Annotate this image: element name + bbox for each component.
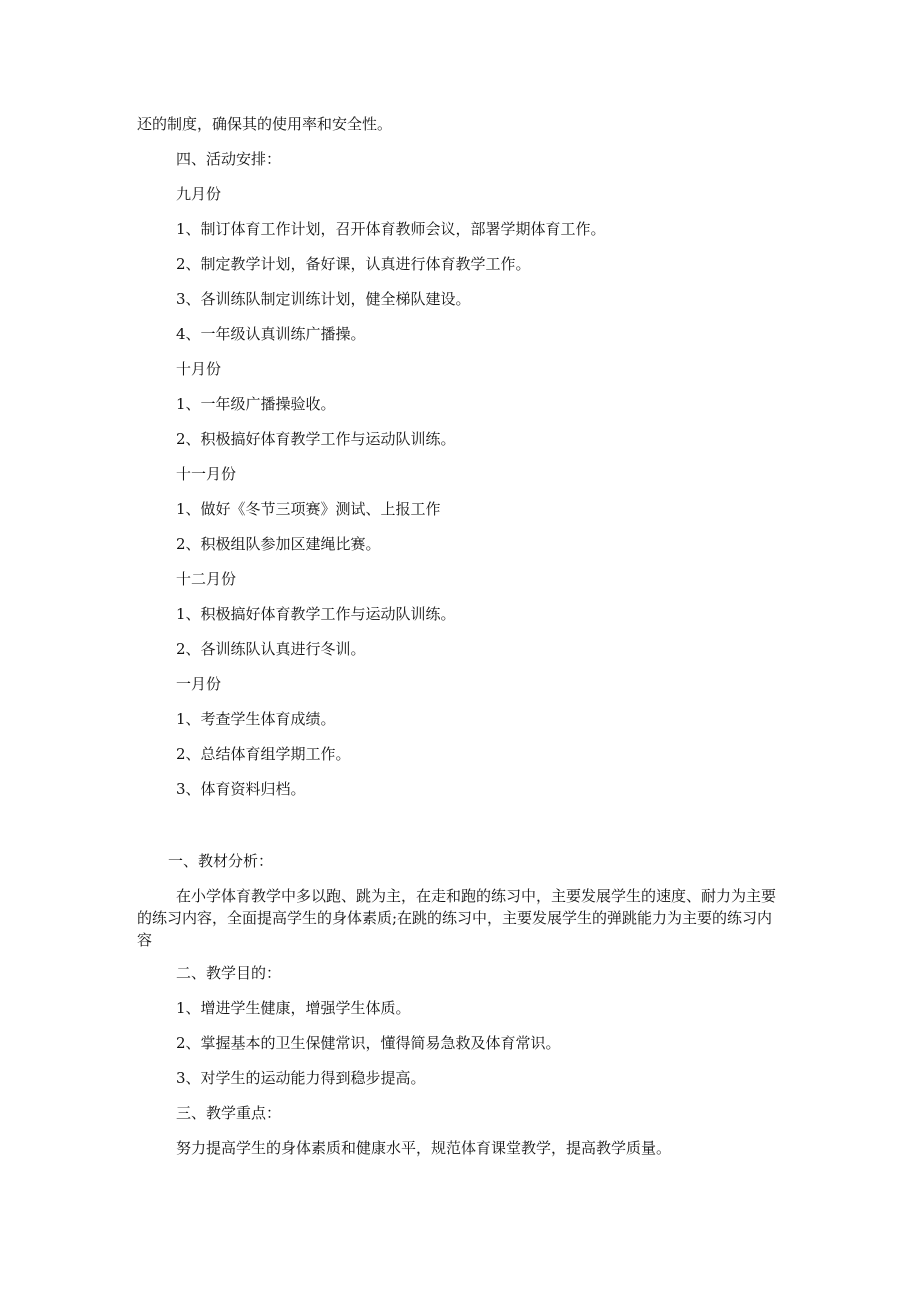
teaching-focus-paragraph: 努力提高学生的身体素质和健康水平，规范体育课堂教学，提高教学质量。 xyxy=(176,1139,672,1157)
list-item: 2、制定教学计划，备好课，认真进行体育教学工作。 xyxy=(176,255,531,273)
list-item: 2、各训练队认真进行冬训。 xyxy=(176,640,366,658)
list-item: 3、各训练队制定训练计划，健全梯队建设。 xyxy=(176,290,471,308)
list-item: 2、积极搞好体育教学工作与运动队训练。 xyxy=(176,430,456,448)
section-title-teaching-purpose: 二、教学目的： xyxy=(176,964,282,982)
list-item: 4、一年级认真训练广播操。 xyxy=(176,325,366,343)
section-title-teaching-focus: 三、教学重点： xyxy=(176,1104,282,1122)
month-label-december: 十二月份 xyxy=(176,570,237,588)
list-item: 1、做好《冬节三项赛》测试、上报工作 xyxy=(176,500,441,518)
month-label-october: 十月份 xyxy=(176,360,222,378)
month-label-november: 十一月份 xyxy=(176,465,237,483)
list-item: 1、一年级广播操验收。 xyxy=(176,395,336,413)
section-title-activities: 四、活动安排： xyxy=(176,150,282,168)
continuation-text: 还的制度，确保其的使用率和安全性。 xyxy=(137,115,393,133)
list-item: 1、制订体育工作计划，召开体育教师会议，部署学期体育工作。 xyxy=(176,220,606,238)
list-item: 2、积极组队参加区建绳比赛。 xyxy=(176,535,381,553)
list-item: 1、考查学生体育成绩。 xyxy=(176,710,336,728)
list-item: 3、对学生的运动能力得到稳步提高。 xyxy=(176,1069,426,1087)
section-title-material-analysis: 一、教材分析： xyxy=(168,852,274,870)
list-item: 3、体育资料归档。 xyxy=(176,780,306,798)
list-item: 2、掌握基本的卫生保健常识，懂得简易急救及体育常识。 xyxy=(176,1034,561,1052)
list-item: 1、增进学生健康，增强学生体质。 xyxy=(176,999,411,1017)
material-analysis-paragraph: 在小学体育教学中多以跑、跳为主，在走和跑的练习中，主要发展学生的速度、耐力为主要的练习内容，全面提高学生的身体素质;在跳的练习中，主要发展学生的弹跳能力为主要的练习内容 xyxy=(137,887,777,949)
list-item: 2、总结体育组学期工作。 xyxy=(176,745,351,763)
month-label-january: 一月份 xyxy=(176,675,222,693)
list-item: 1、积极搞好体育教学工作与运动队训练。 xyxy=(176,605,456,623)
month-label-september: 九月份 xyxy=(176,185,222,203)
